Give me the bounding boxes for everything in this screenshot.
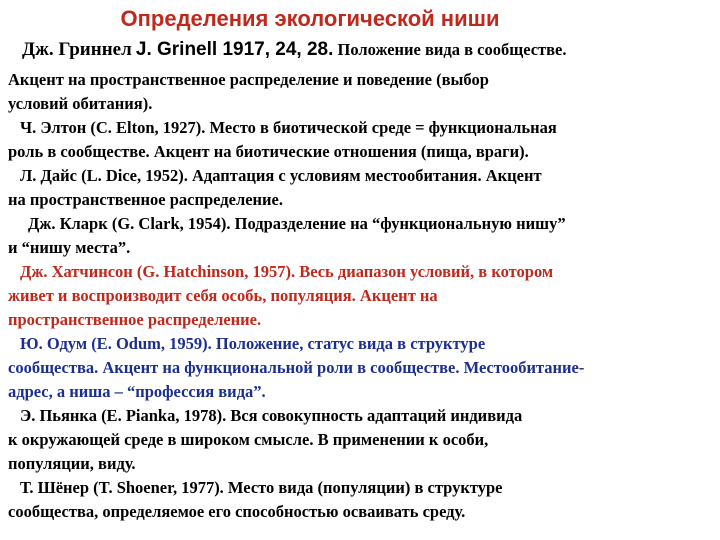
grinnell-line-3: условий обитания). <box>8 94 153 113</box>
elton-line-2: роль в сообществе. Акцент на биотические отношения (пища, враги). <box>8 142 529 161</box>
clark-line-1: Дж. Кларк (G. Clark, 1954). Подразделение на “функциональную нишу” <box>28 214 566 233</box>
dice-line-2: на пространственное распределение. <box>8 190 284 209</box>
hutchinson-line-3: пространственное распределение. <box>8 310 262 329</box>
pianka-line-2: к окружающей среде в широком смысле. В применении к особи, <box>8 430 489 449</box>
slide-title: Определения экологической ниши <box>120 6 500 31</box>
grinnell-lead: Положение вида в сообществе. <box>337 40 567 59</box>
grinnell-line-1 <box>22 40 567 60</box>
pianka-line-3: популяции, виду. <box>8 454 136 473</box>
shoener-line-2: сообщества, определяемое его способностью осваивать среду. <box>8 502 466 521</box>
dice-line-1: Л. Дайс (L. Dice, 1952). Адаптация с условиям местообитания. Акцент <box>20 166 542 185</box>
pianka-line-1: Э. Пьянка (E. Pianka, 1978). Вся совокупность адаптаций индивида <box>20 406 523 425</box>
hutchinson-line-1: Дж. Хатчинсон (G. Hatchinson, 1957). Весь диапазон условий, в котором <box>20 262 554 281</box>
grinnell-author: Дж. Гриннел <box>22 39 132 60</box>
odum-line-2: сообщества. Акцент на функциональной роли в сообществе. Местообитание- <box>8 358 585 377</box>
elton-line-1: Ч. Элтон (С. Elton, 1927). Место в биотической среде = функциональная <box>20 118 557 137</box>
clark-line-2: и “нишу места”. <box>8 238 131 257</box>
hutchinson-line-2: живет и воспроизводит себя особь, популяция. Акцент на <box>8 286 438 305</box>
shoener-line-1: Т. Шёнер (T. Shoener, 1977). Место вида (популяции) в структуре <box>20 478 503 497</box>
odum-line-3: адрес, а ниша – “профессия вида”. <box>8 382 266 401</box>
grinnell-ref: J. Grinell 1917, 24, 28. <box>135 39 334 60</box>
grinnell-line-2: Акцент на пространственное распределение и поведение (выбор <box>8 70 489 89</box>
odum-line-1: Ю. Одум (E. Odum, 1959). Положение, статус вида в структуре <box>20 334 486 353</box>
